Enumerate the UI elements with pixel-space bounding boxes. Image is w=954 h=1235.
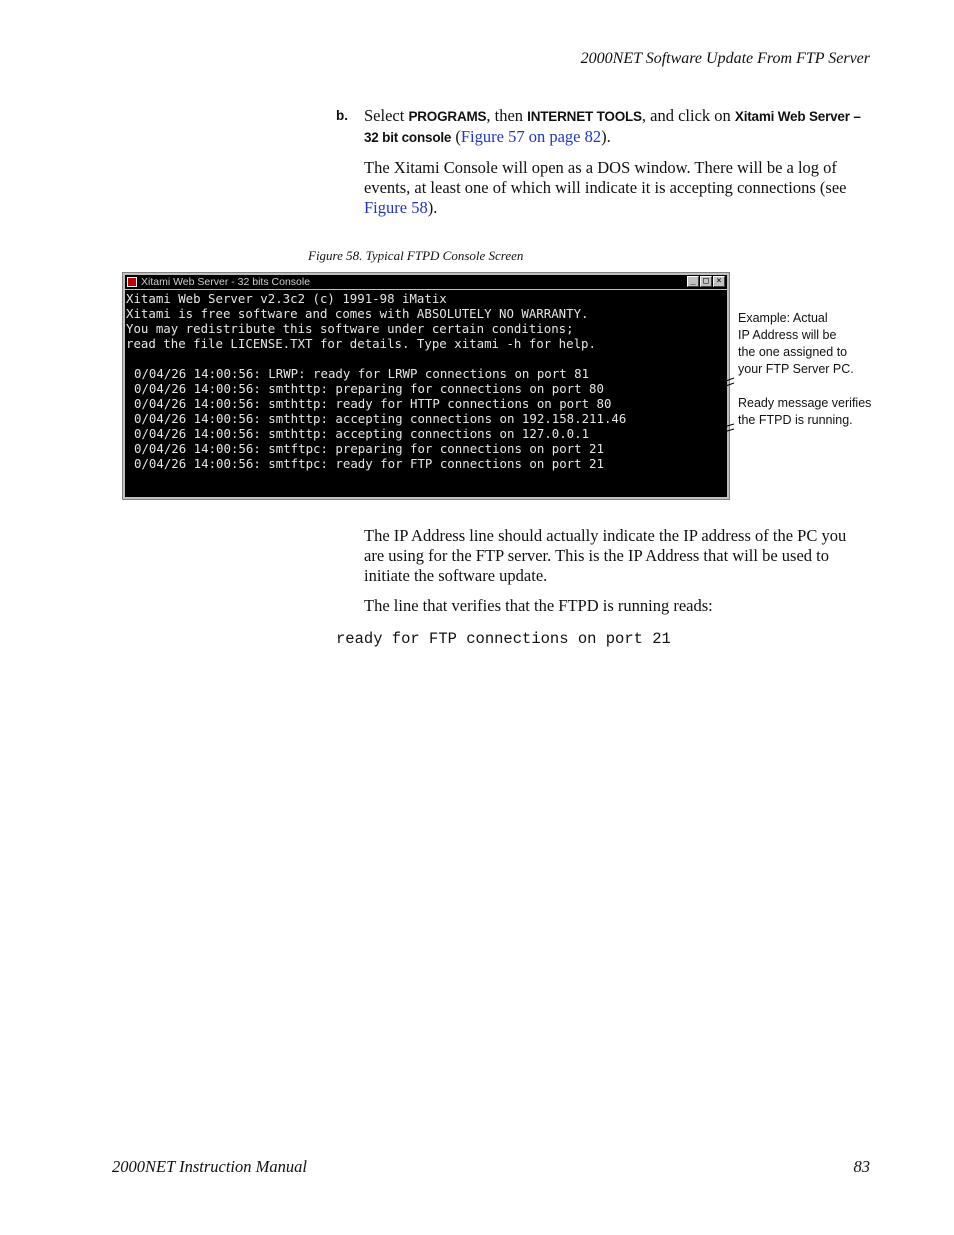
callout-ftp-ready [738, 395, 871, 429]
step-text: , then [486, 106, 528, 125]
leader-ip-address [640, 378, 734, 417]
callout-line: Ready message verifies [738, 396, 872, 410]
verify-paragraph: The line that verifies that the FTPD is running reads: [364, 596, 713, 615]
leader-ftp-ready [610, 424, 734, 465]
running-head: 2000NET Software Update From FTP Server [580, 50, 870, 67]
page-number: 83 [853, 1157, 870, 1176]
ip-address-paragraph: The IP Address line should actually indicate the IP address of the PC you are using for the FTP server. This is the IP Address that will be used to initiate the software update. [364, 526, 847, 585]
step-text: ). [601, 127, 611, 146]
callout-ip-address [738, 310, 854, 378]
explanation-section [364, 526, 868, 626]
log-line: 0/04/26 14:00:56: LRWP: ready for LRWP connections on port 81 [134, 366, 590, 381]
console-line: Xitami is free software and comes with ABSOLUTELY NO WARRANTY. [126, 306, 589, 321]
step-text: Select [364, 106, 409, 125]
callout-line: Example: Actual [738, 311, 828, 325]
callout-line: your FTP Server PC. [738, 362, 854, 376]
figure-caption: Figure 58. Typical FTPD Console Screen [308, 248, 524, 263]
console-line: read the file LICENSE.TXT for details. Type xitami -h for help. [126, 336, 596, 351]
step-text: , and click on [641, 106, 735, 125]
window-title: Xitami Web Server - 32 bits Console [141, 276, 311, 288]
ui-xitami-console: Xitami Web Server – 32 bit console [364, 109, 861, 145]
maximize-icon[interactable]: □ [700, 276, 712, 287]
log-line: 0/04/26 14:00:56: smthttp: accepting connections on 127.0.0.1 [134, 426, 590, 441]
figure-58-link[interactable]: Figure 58 [364, 198, 428, 217]
console-line: You may redistribute this software under certain conditions; [126, 321, 574, 336]
minimize-icon[interactable]: _ [687, 276, 699, 287]
ui-programs: PROGRAMS [408, 109, 487, 124]
log-line: 0/04/26 14:00:56: smthttp: ready for HTTP connections on port 80 [134, 396, 612, 411]
callout-line: IP Address will be [738, 328, 837, 342]
step-text: ( [451, 127, 461, 146]
step-letter: b. [336, 108, 348, 123]
callout-line: the one assigned to [738, 345, 848, 359]
log-line-ip-address: 0/04/26 14:00:56: smthttp: accepting connections on 192.158.211.46 [134, 411, 627, 426]
close-icon[interactable]: × [713, 276, 725, 287]
footer-manual-title: 2000NET Instruction Manual [112, 1157, 307, 1176]
log-line-ftp-ready: 0/04/26 14:00:56: smtftpc: ready for FTP connections on port 21 [134, 456, 604, 471]
ftp-ready-code: ready for FTP connections on port 21 [336, 630, 671, 648]
figure-57-link[interactable]: Figure 57 on page 82 [460, 127, 602, 146]
para-text: The Xitami Console will open as a DOS window. There will be a log of events, at least one of which will indicate it is accepting connections (see [364, 158, 847, 197]
callout-line: the FTPD is running. [738, 413, 853, 427]
log-line: 0/04/26 14:00:56: smtftpc: preparing for connections on port 21 [134, 441, 604, 456]
console-line: Xitami Web Server v2.3c2 (c) 1991-98 iMatix [126, 291, 447, 306]
ui-internet-tools: INTERNET TOOLS [527, 109, 642, 124]
log-line: 0/04/26 14:00:56: smthttp: preparing for connections on port 80 [134, 381, 604, 396]
para-text: ). [427, 198, 438, 217]
